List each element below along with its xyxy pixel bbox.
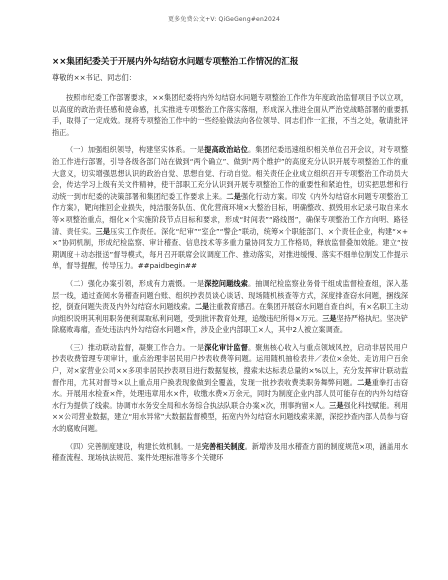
paragraph-text: 注重教育感召。在集团开展窃水问题自查自纠，有×名职工主动向组织说明其利用职务便利谋取私利问题，受到批评教育处理，追缴违纪所得×万元。	[52, 302, 408, 323]
bold-phrase: 三是	[329, 400, 344, 410]
bold-phrase: 深化审计监督	[204, 342, 248, 352]
document-body	[52, 92, 408, 470]
paragraph-text: 坚持严格执纪。坚决铲除腐败毒瘤，查处违法内外勾结窃水问题×件，涉及企业内部职工×人，其中2人被立案调查。	[52, 313, 408, 335]
body-paragraph	[52, 342, 408, 435]
bold-phrase: 三是	[322, 313, 337, 323]
paragraph-text: （一）加强组织领导，构建坚实体系。一是	[66, 145, 205, 155]
paragraph-text: 。新增涉及用水稽查方面的制度规范×项，涵盖用水稽查流程、现场执法规范、案件处理标准等多个关键环	[52, 441, 408, 463]
paragraph-text: 。集团纪委迅速组织相关单位召开会议，对专项整治工作进行部署，引导各级各部门站在做到“两个确立”、做到“两个维护”的高度充分认识开展专项整治工作的重大意义，切实增强思想认识的政治自觉、思想自觉、行动自觉。相关责任企业成立组织召开专项整治工作动员大会，传达学习上级有关文件精神，使干部职工充分认识到开展专项整治工作的重要性和紧迫性，切实把思想和行动统一到市纪委的决策部署和集团纪委工作要求上来。	[52, 145, 408, 201]
body-paragraph	[52, 278, 408, 336]
paragraph-text: 。聚焦核心收入与重点领域风控，启动非居民用户抄表收费管理专项审计，重点治理非居民用户抄表收费等问题。运用随机抽检表井／表位×余处、走访用户百余户，对×家营业公司××多项非居民抄表项目进行数据复核，搜索未达标表总量的×%以上，充分发挥审计联动监督作用，尤其对督导×以上重点用户换表现象做到全覆盖，发现一批抄表收费类职务舞弊问题。	[52, 342, 408, 387]
bold-phrase: 二是	[226, 191, 241, 201]
paragraph-text: （二）强化办案引领，形成有力震慑。一是	[66, 278, 205, 288]
paragraph-text: 压实工作责任。深化“纪审”“室企”“警企”联动，统筹×个职能部门、×个责任企业，构建“×+×”协同机制，形成纪检监察、审计稽查、信息技术等多重力量协同发力工作格局，释放监督叠加效能。建立“按期调度＋动态报送”督导模式，每月召开联席会议调度工作、推动落实，对推进缓慢、落实不细单位制发工作提示单，督导提醒，传导压力。##paidbegin##	[52, 226, 408, 271]
paragraph-text: （三）推动联动监督，凝聚工作合力。一是	[66, 342, 205, 352]
paragraph-text: 重拳打击窃水。开展用水检查×件，处理违章用水×件，收缴水费×万余元，同时为制度企业内部人员可能存在的内外勾结窃水行为提供了线索。协调市水务安全局和水务综合执法队联合办案×次，刑事拘留×人。	[52, 377, 408, 410]
header-note: 更多免费公文+V: QiGeGeng#en2024	[167, 16, 281, 23]
bold-phrase: 完善相关制度	[201, 441, 245, 451]
bold-phrase: 二是	[357, 377, 372, 387]
body-paragraph	[52, 144, 408, 272]
document-title: ××集团纪委关于开展内外勾结窃水问题专项整治工作情况的汇报	[52, 57, 299, 67]
paragraph-text: （四）完善制度建设，构建长效机制。一是	[66, 441, 202, 451]
paragraph-text: 强化科技赋能。利用××公司营业数据，建立“用水异常”大数据监督模型，拓宽内外勾结窃水问题线索来源，深挖抄查内部人员参与窃水的腐败问题。	[52, 400, 408, 434]
body-paragraph	[52, 441, 408, 464]
bold-phrase: 二是	[194, 302, 210, 312]
bold-phrase: 提高政治站位	[204, 145, 248, 155]
salutation: 尊敬的××书记、同志们：	[52, 73, 136, 82]
body-paragraph	[52, 92, 408, 138]
paragraph-text: 强化行动方案。印发《内外勾结窃水问题专项整治工作方案》，靶向推回企业损失，纯洁服务队伍、优化营商环境×大整治目标，明确整改、损毁用水记录弓取自来水等×项整治重点，细化×个实施阶段节点目标和要求，形成“时间表”“路线图”，确保专项整治工作方向明、路径清、责任实。	[52, 191, 408, 236]
bold-phrase: 深挖问题线索	[204, 278, 248, 288]
bold-phrase: 三是	[95, 226, 111, 236]
paragraph-text: 按照市纪委工作部署要求，××集团纪委将内外勾结窃水问题专项整治工作作为年度政治监督项目予以立项，以高度的政治责任感和使命感，扎实推进专项整治工作落实落细，形成深入推进全面从严治党战略部署的重要抓手，取得了一定成效。现将专项整治工作中的一些经验做法向各位领导、同志们作一汇报，不当之处，敬请批评指正。	[52, 93, 408, 137]
paragraph-text: 。抽调纪检监察业务骨干组成监督检查组，深入基层一线，通过查阅水务稽查问题台账、组织抄表员谈心谈话、现场随机核查等方式，深度排查窃水问题，捆线深挖，倒查问题失责及内外勾结窃水问题线索。	[52, 278, 408, 312]
